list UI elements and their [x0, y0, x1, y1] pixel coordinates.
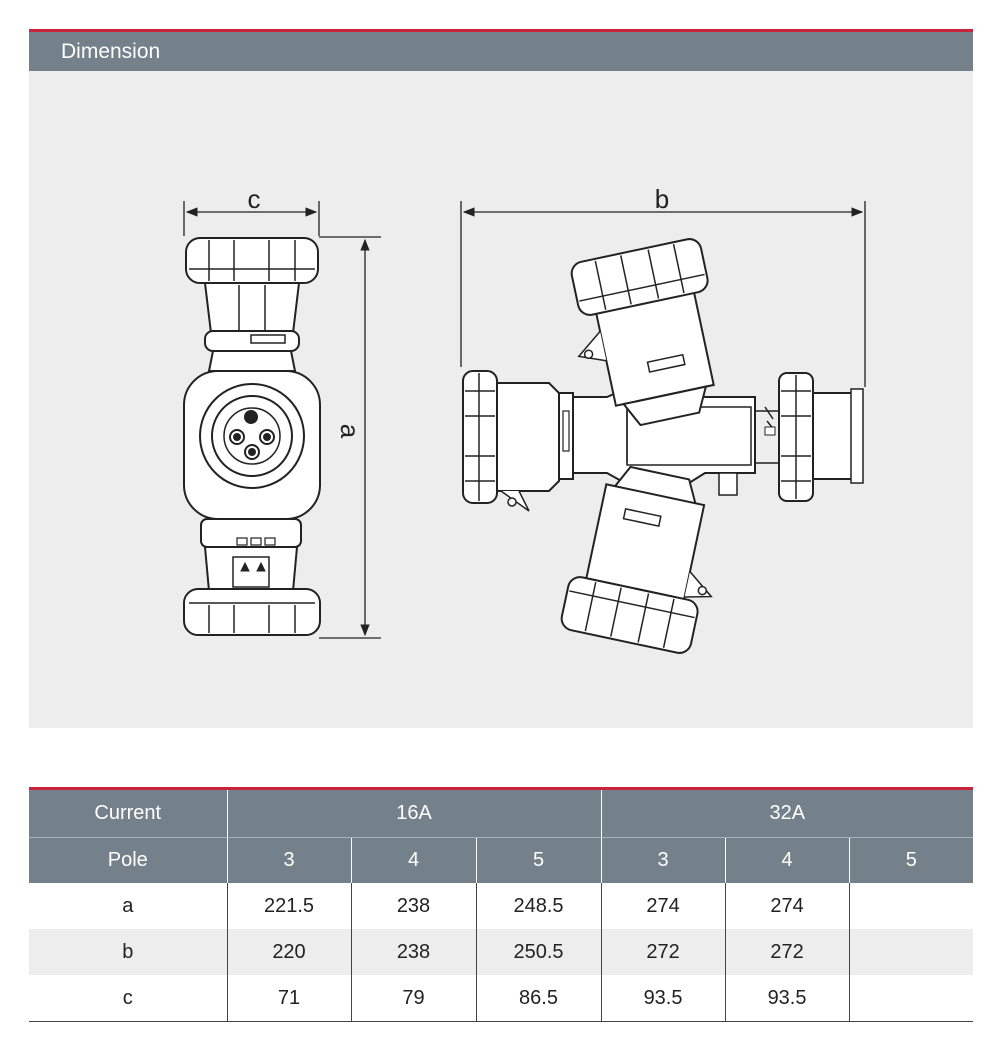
table-row: [29, 975, 973, 1022]
table-cell: [849, 883, 973, 929]
table-cell: [849, 975, 973, 1022]
dimension-title: Dimension: [61, 40, 161, 63]
row-label: c: [29, 975, 227, 1022]
row-label: a: [122, 894, 134, 917]
table-cell: 220: [227, 929, 351, 975]
table-header-pole-row: [29, 838, 973, 884]
table-cell: 272: [725, 929, 849, 975]
table-cell: 86.5: [476, 975, 601, 1022]
side-view-lower-arm: [559, 459, 734, 657]
table-cell: 221.5: [227, 883, 351, 929]
header-pole-value: 4: [725, 838, 849, 884]
row-label: b: [29, 929, 227, 975]
dimension-header: [29, 29, 973, 71]
header-pole: Pole: [29, 838, 227, 884]
table-header-current-row: [29, 789, 973, 838]
label-b: b: [654, 184, 670, 214]
table-cell: 274: [725, 883, 849, 929]
label-a: a: [335, 423, 365, 439]
table-cell: 250.5: [476, 929, 601, 975]
table-cell: 248.5: [476, 883, 601, 929]
dimension-table: [29, 787, 973, 1022]
label-c: c: [247, 184, 261, 214]
front-view-drawing: [184, 238, 320, 635]
table-cell: 274: [601, 883, 725, 929]
header-pole-value: 5: [476, 838, 601, 884]
table-cell: 79: [351, 975, 476, 1022]
table-cell: 93.5: [725, 975, 849, 1022]
table-cell: [849, 929, 973, 975]
table-cell: 238: [351, 883, 476, 929]
header-group-32a: 32A: [601, 789, 973, 838]
header-pole-value: 3: [227, 838, 351, 884]
header-pole-value: 3: [601, 838, 725, 884]
header-pole-value: 5: [849, 838, 973, 884]
header-current: Current: [29, 789, 227, 838]
table-cell: 71: [227, 975, 351, 1022]
table-cell: 272: [601, 929, 725, 975]
dimension-drawing: [29, 71, 973, 728]
dimension-drawing-panel: [29, 71, 973, 728]
table-row: [29, 929, 973, 975]
table-cell: 238: [351, 929, 476, 975]
table-row: [29, 883, 973, 929]
header-pole-value: 4: [351, 838, 476, 884]
table-cell: 93.5: [601, 975, 725, 1022]
header-group-16a: 16A: [227, 789, 601, 838]
